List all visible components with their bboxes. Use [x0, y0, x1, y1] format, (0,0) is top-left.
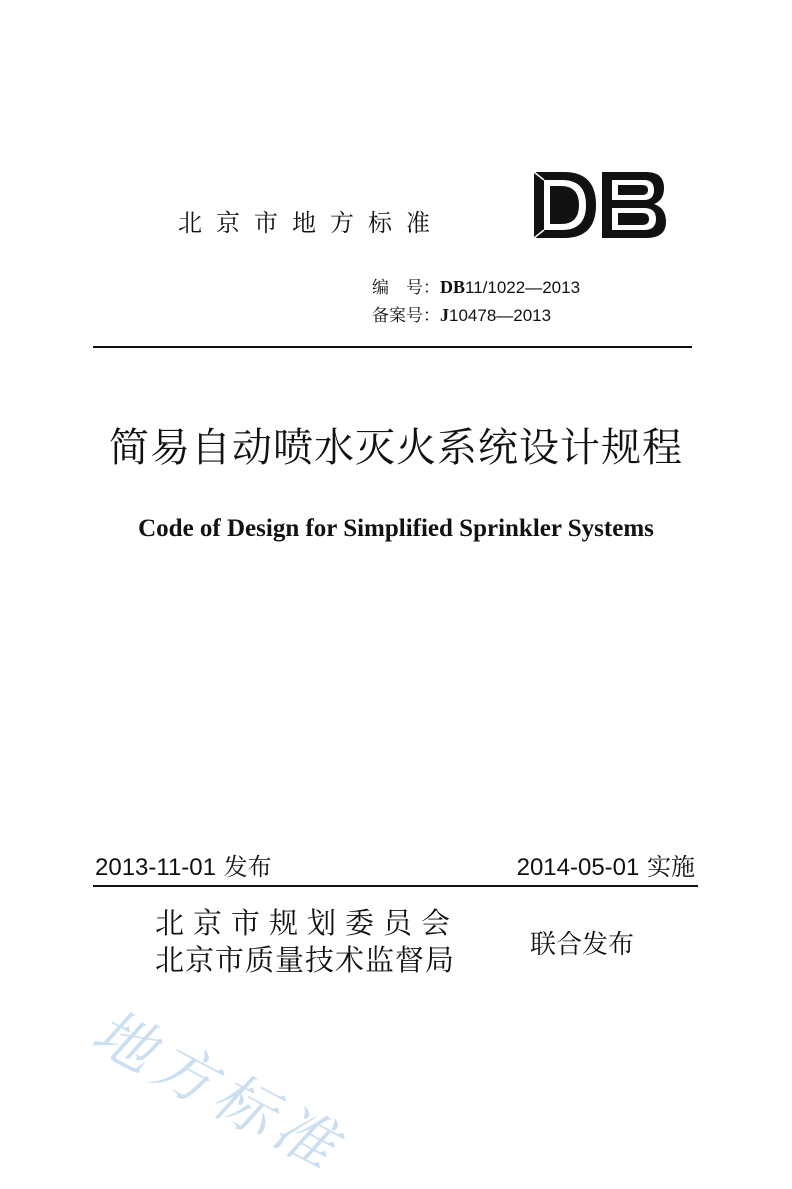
document-title-cn: 简易自动喷水灭火系统设计规程	[109, 425, 683, 471]
watermark-text: 地方标准	[81, 996, 355, 1186]
document-title-en: Code of Design for Simplified Sprinkler Systems	[138, 515, 654, 542]
filing-number-prefix: J	[440, 305, 449, 325]
publish-label: 发布	[223, 853, 272, 881]
top-divider	[93, 346, 692, 348]
filing-number-line	[372, 304, 551, 327]
filing-number-value: 10478—2013	[449, 306, 552, 325]
issuer-quality-bureau: 北京市质量技术监督局	[155, 943, 456, 977]
standard-number-line	[372, 276, 580, 299]
effective-date-line	[517, 851, 695, 884]
filing-number-label: 备案号：	[372, 306, 440, 326]
effective-label: 实施	[647, 853, 695, 881]
standard-number-label: 编 号：	[372, 278, 440, 298]
db-logo	[530, 168, 670, 242]
standard-number-prefix: DB	[440, 277, 466, 297]
joint-issue-label: 联合发布	[530, 930, 635, 960]
publish-date-line	[95, 851, 272, 884]
bottom-divider	[93, 885, 698, 887]
standard-number-value: 11/1022—2013	[465, 278, 581, 297]
standard-type-heading: 北京市地方标准	[178, 209, 444, 237]
publish-date: 2013-11-01	[95, 854, 216, 881]
issuer-planning-commission: 北京市规划委员会	[155, 906, 460, 940]
effective-date: 2014-05-01	[516, 854, 640, 881]
